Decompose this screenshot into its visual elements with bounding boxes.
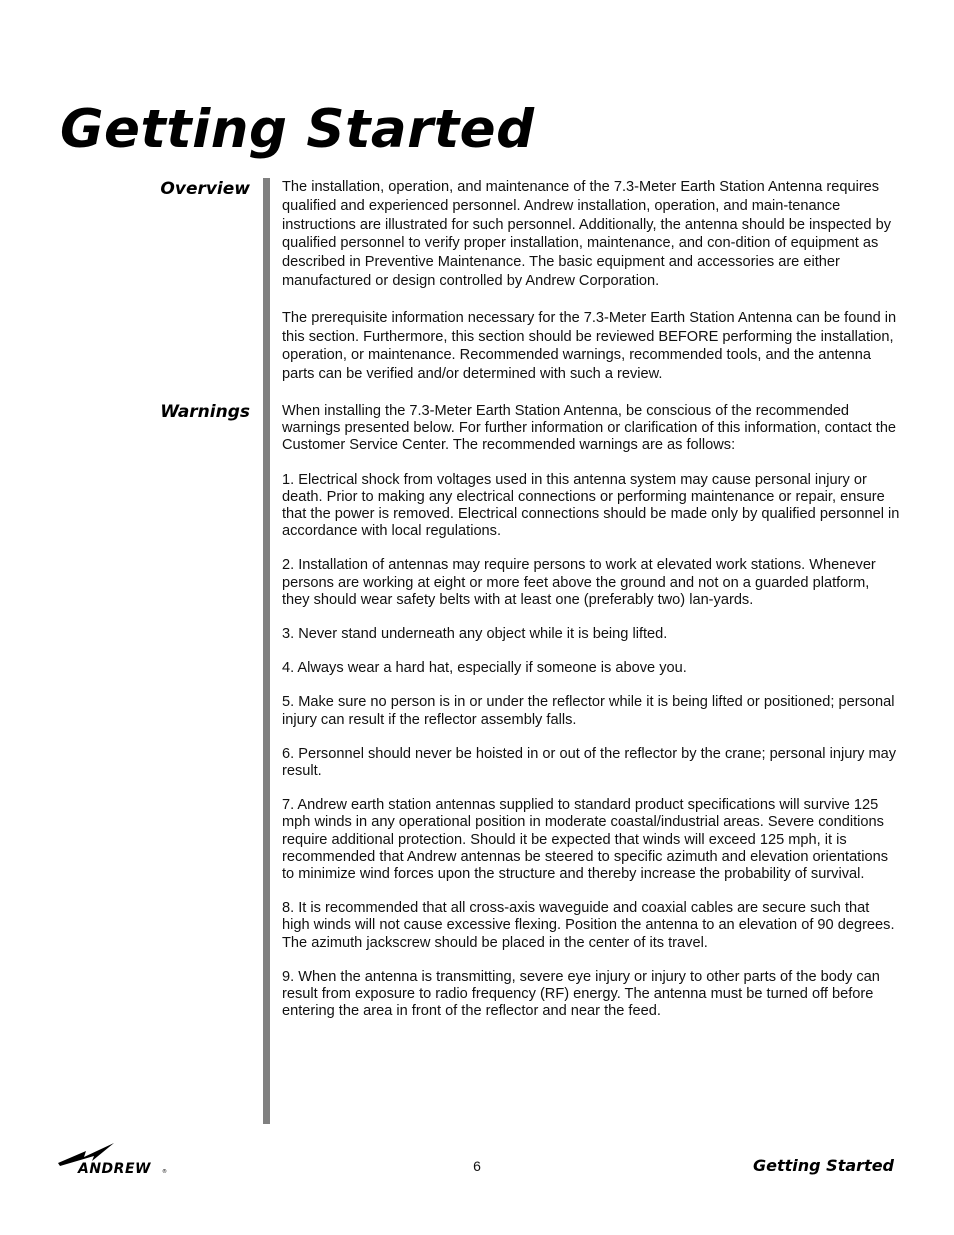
warning-item: 1. Electrical shock from voltages used in this antenna system may cause personal injury or death. Prior to making any electrical connections or performing maintenance or repair, ensure that the power is removed. Electrical connections should be made only by qualified personnel in accordance with local regulations. xyxy=(282,471,900,540)
footer-section-title: Getting Started xyxy=(753,1156,894,1175)
svg-text:®: ® xyxy=(162,1169,167,1175)
section-heading-warnings: Warnings xyxy=(160,402,250,422)
warning-item: 4. Always wear a hard hat, especially if someone is above you. xyxy=(282,660,687,677)
warning-item: 5. Make sure no person is in or under the reflector while it is being lifted or positioned; personal injury can result if the reflector assembly falls. xyxy=(282,694,895,728)
warnings-intro: When installing the 7.3-Meter Earth Station Antenna, be conscious of the recommended warnings presented below. For further information or clarification of this information, contact the Customer Service Center. The recommended warnings are as follows: xyxy=(282,403,897,454)
warnings-section xyxy=(282,403,900,1037)
warning-item: 7. Andrew earth station antennas supplied to standard product specifications will survive 125 mph winds in any operational position in moderate coastal/industrial areas. Severe conditions require additional protection. Should it be expected that winds will exceed 125 mph, it is recommended that Andrew antennas be steered to specific azimuth and elevation orientations to minimize wind forces upon the structure and thereby increase the probability of survival. xyxy=(282,797,889,883)
overview-section xyxy=(282,178,900,402)
page-title: Getting Started xyxy=(60,99,535,160)
warning-item: 3. Never stand underneath any object while it is being lifted. xyxy=(282,626,668,643)
warning-item: 2. Installation of antennas may require persons to work at elevated work stations. Whenever persons are working at eight or more feet above the ground and not on a guarded platform, they should wear safety belts with at least one (preferably two) lan-yards. xyxy=(282,557,876,608)
section-divider-bar xyxy=(263,178,270,1124)
warning-item: 8. It is recommended that all cross-axis waveguide and coaxial cables are secure such that high winds will not cause excessive flexing. Position the antenna to an elevation of 90 degrees. The azimuth jackscrew should be placed in the center of its travel. xyxy=(282,900,895,951)
warning-item: 6. Personnel should never be hoisted in or out of the reflector by the crane; personal injury may result. xyxy=(282,745,897,780)
page-number: 6 xyxy=(473,1158,481,1174)
overview-paragraph: The installation, operation, and maintenance of the 7.3-Meter Earth Station Antenna requires qualified and experienced personnel. Andrew installation, operation, and main-tenance instructions are illustrated for such personnel. Additionally, the antenna should be inspected by qualified personnel to verify proper installation, maintenance, and con-dition of equipment as described in Preventive Maintenance. The basic equipment and accessories are either manufactured or design controlled by Andrew Corporation. xyxy=(282,179,891,289)
warning-item: 9. When the antenna is transmitting, severe eye injury or injury to other parts of the body can result from exposure to radio frequency (RF) energy. The antenna must be turned off before entering the area in front of the reflector and near the feed. xyxy=(282,968,880,1020)
overview-paragraph: The prerequisite information necessary for the 7.3-Meter Earth Station Antenna can be found in this section. Furthermore, this section should be reviewed BEFORE performing the installation, operation, or maintenance. Recommended warnings, recommended tools, and the antenna parts can be verified and/or determined with such a review. xyxy=(282,309,897,383)
section-heading-overview: Overview xyxy=(160,179,250,199)
svg-text:ANDREW: ANDREW xyxy=(78,1161,151,1177)
